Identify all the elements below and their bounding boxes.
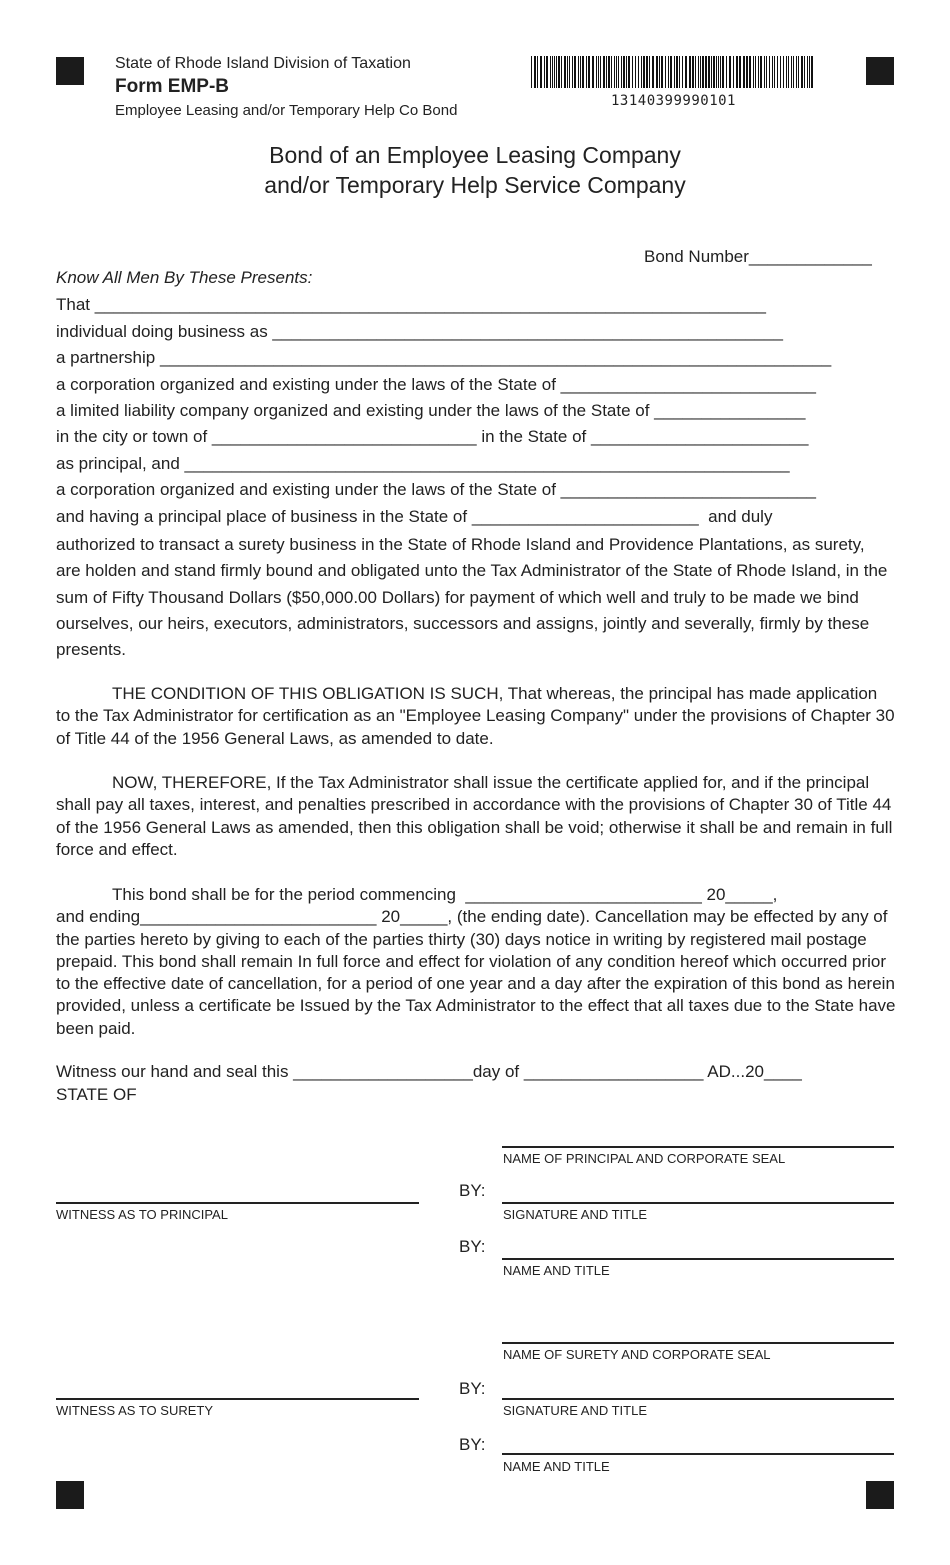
partnership-line[interactable]: a partnership _______________________________________________________________________: [56, 348, 832, 367]
corner-marker-top-left: [56, 57, 84, 85]
now-therefore-text: NOW, THEREFORE, If the Tax Administrator shall issue the certificate applied for, and if the principal shall pay all taxes, interest, and penalties prescribed in accordance with the provisions of Chapter 30 of Title 44 of the 1956 General Laws as amended, then this obligation shall be void; otherwise it shall be and remain in full force and effect.: [56, 773, 893, 859]
by-label: BY:: [459, 1435, 486, 1454]
signature-title-label: SIGNATURE AND TITLE: [503, 1403, 647, 1418]
surety-principal-place-line[interactable]: and having a principal place of business in the State of ________________________ and duly: [56, 507, 773, 526]
dba-line[interactable]: individual doing business as ______________________________________________________: [56, 322, 783, 341]
witness-date-line[interactable]: Witness our hand and seal this ___________________day of ___________________ AD...20____: [56, 1062, 802, 1081]
principal-signature-line[interactable]: [502, 1202, 894, 1204]
witness-principal-signature-line[interactable]: [56, 1202, 419, 1204]
corner-marker-bottom-right: [866, 1481, 894, 1509]
form-name: Form EMP-B: [115, 76, 229, 97]
bond-number-field[interactable]: Bond Number_____________: [644, 247, 872, 266]
condition-text: THE CONDITION OF THIS OBLIGATION IS SUCH, That whereas, the principal has made application to the Tax Administrator for certification as an "Employee Leasing Company" under the provisions of Chapter 30 of Title 44 of the 1956 General Laws, as amended to date.: [56, 684, 895, 748]
barcode: [531, 56, 816, 88]
intro-text: Know All Men By These Presents:: [56, 268, 313, 287]
witness-surety-label: WITNESS AS TO SURETY: [56, 1403, 213, 1418]
surety-signature-line[interactable]: [502, 1398, 894, 1400]
condition-paragraph: [56, 683, 896, 750]
obligation-paragraph: authorized to transact a surety business in the State of Rhode Island and Providence Plantations, as surety, are holden and stand firmly bound and obligated unto the Tax Administrator of the State of Rhode Island, in the sum of Fifty Thousand Dollars ($50,000.00 Dollars) for payment of which well and truly to be made we bind ourselves, our heirs, executors, administrators, successors and assigns, jointly and severally, firmly by these presents.: [56, 535, 888, 660]
state-of-label: STATE OF: [56, 1085, 137, 1104]
surety-name-title-line[interactable]: [502, 1453, 894, 1455]
surety-name-signature-line[interactable]: [502, 1342, 894, 1344]
corporation-state-line[interactable]: a corporation organized and existing under the laws of the State of ___________________________: [56, 375, 816, 394]
surety-corporation-state-line[interactable]: a corporation organized and existing under the laws of the State of ___________________________: [56, 480, 816, 499]
city-state-line[interactable]: in the city or town of ____________________________ in the State of _______________________: [56, 427, 809, 446]
period-text: and ending_________________________ 20_____, (the ending date). Cancellation may be effected by any of the parties hereto by giving to each of the parties thirty (30) days notice in writing by registered mail postage prepaid. This bond shall remain In full force and effect for violation of any condition hereof which occurred prior to the effective date of cancellation, for a period of one year and a day after the expiration of this bond as herein provided, unless a certificate be Issued by the Tax Administrator to the effect that all taxes due to the State have been paid.: [56, 907, 896, 1038]
llc-state-line[interactable]: a limited liability company organized and existing under the laws of the State of ________________: [56, 401, 806, 420]
surety-name-label: NAME OF SURETY AND CORPORATE SEAL: [503, 1347, 771, 1362]
by-label: BY:: [459, 1379, 486, 1398]
document-title-line-1: Bond of an Employee Leasing Company: [269, 142, 681, 168]
period-paragraph: [56, 884, 896, 1040]
witness-surety-signature-line[interactable]: [56, 1398, 419, 1400]
principal-name-line[interactable]: That _______________________________________________________________________: [56, 295, 767, 314]
period-commencing-line[interactable]: This bond shall be for the period commencing _________________________ 20_____,: [112, 885, 778, 904]
witness-principal-label: WITNESS AS TO PRINCIPAL: [56, 1207, 228, 1222]
principal-name-signature-line[interactable]: [502, 1146, 894, 1148]
signature-title-label: SIGNATURE AND TITLE: [503, 1207, 647, 1222]
by-label: BY:: [459, 1181, 486, 1200]
by-label: BY:: [459, 1237, 486, 1256]
document-title-line-2: and/or Temporary Help Service Company: [264, 172, 686, 198]
barcode-number: 13140399990101: [610, 93, 736, 109]
form-subtitle: Employee Leasing and/or Temporary Help Co Bond: [115, 102, 458, 119]
corner-marker-bottom-left: [56, 1481, 84, 1509]
agency-name: State of Rhode Island Division of Taxation: [115, 55, 411, 72]
corner-marker-top-right: [866, 57, 894, 85]
now-therefore-paragraph: [56, 772, 896, 861]
name-title-label: NAME AND TITLE: [503, 1263, 610, 1278]
principal-name-title-line[interactable]: [502, 1258, 894, 1260]
surety-name-line[interactable]: as principal, and ________________________________________________________________: [56, 454, 790, 473]
name-title-label: NAME AND TITLE: [503, 1459, 610, 1474]
principal-name-label: NAME OF PRINCIPAL AND CORPORATE SEAL: [503, 1151, 786, 1166]
